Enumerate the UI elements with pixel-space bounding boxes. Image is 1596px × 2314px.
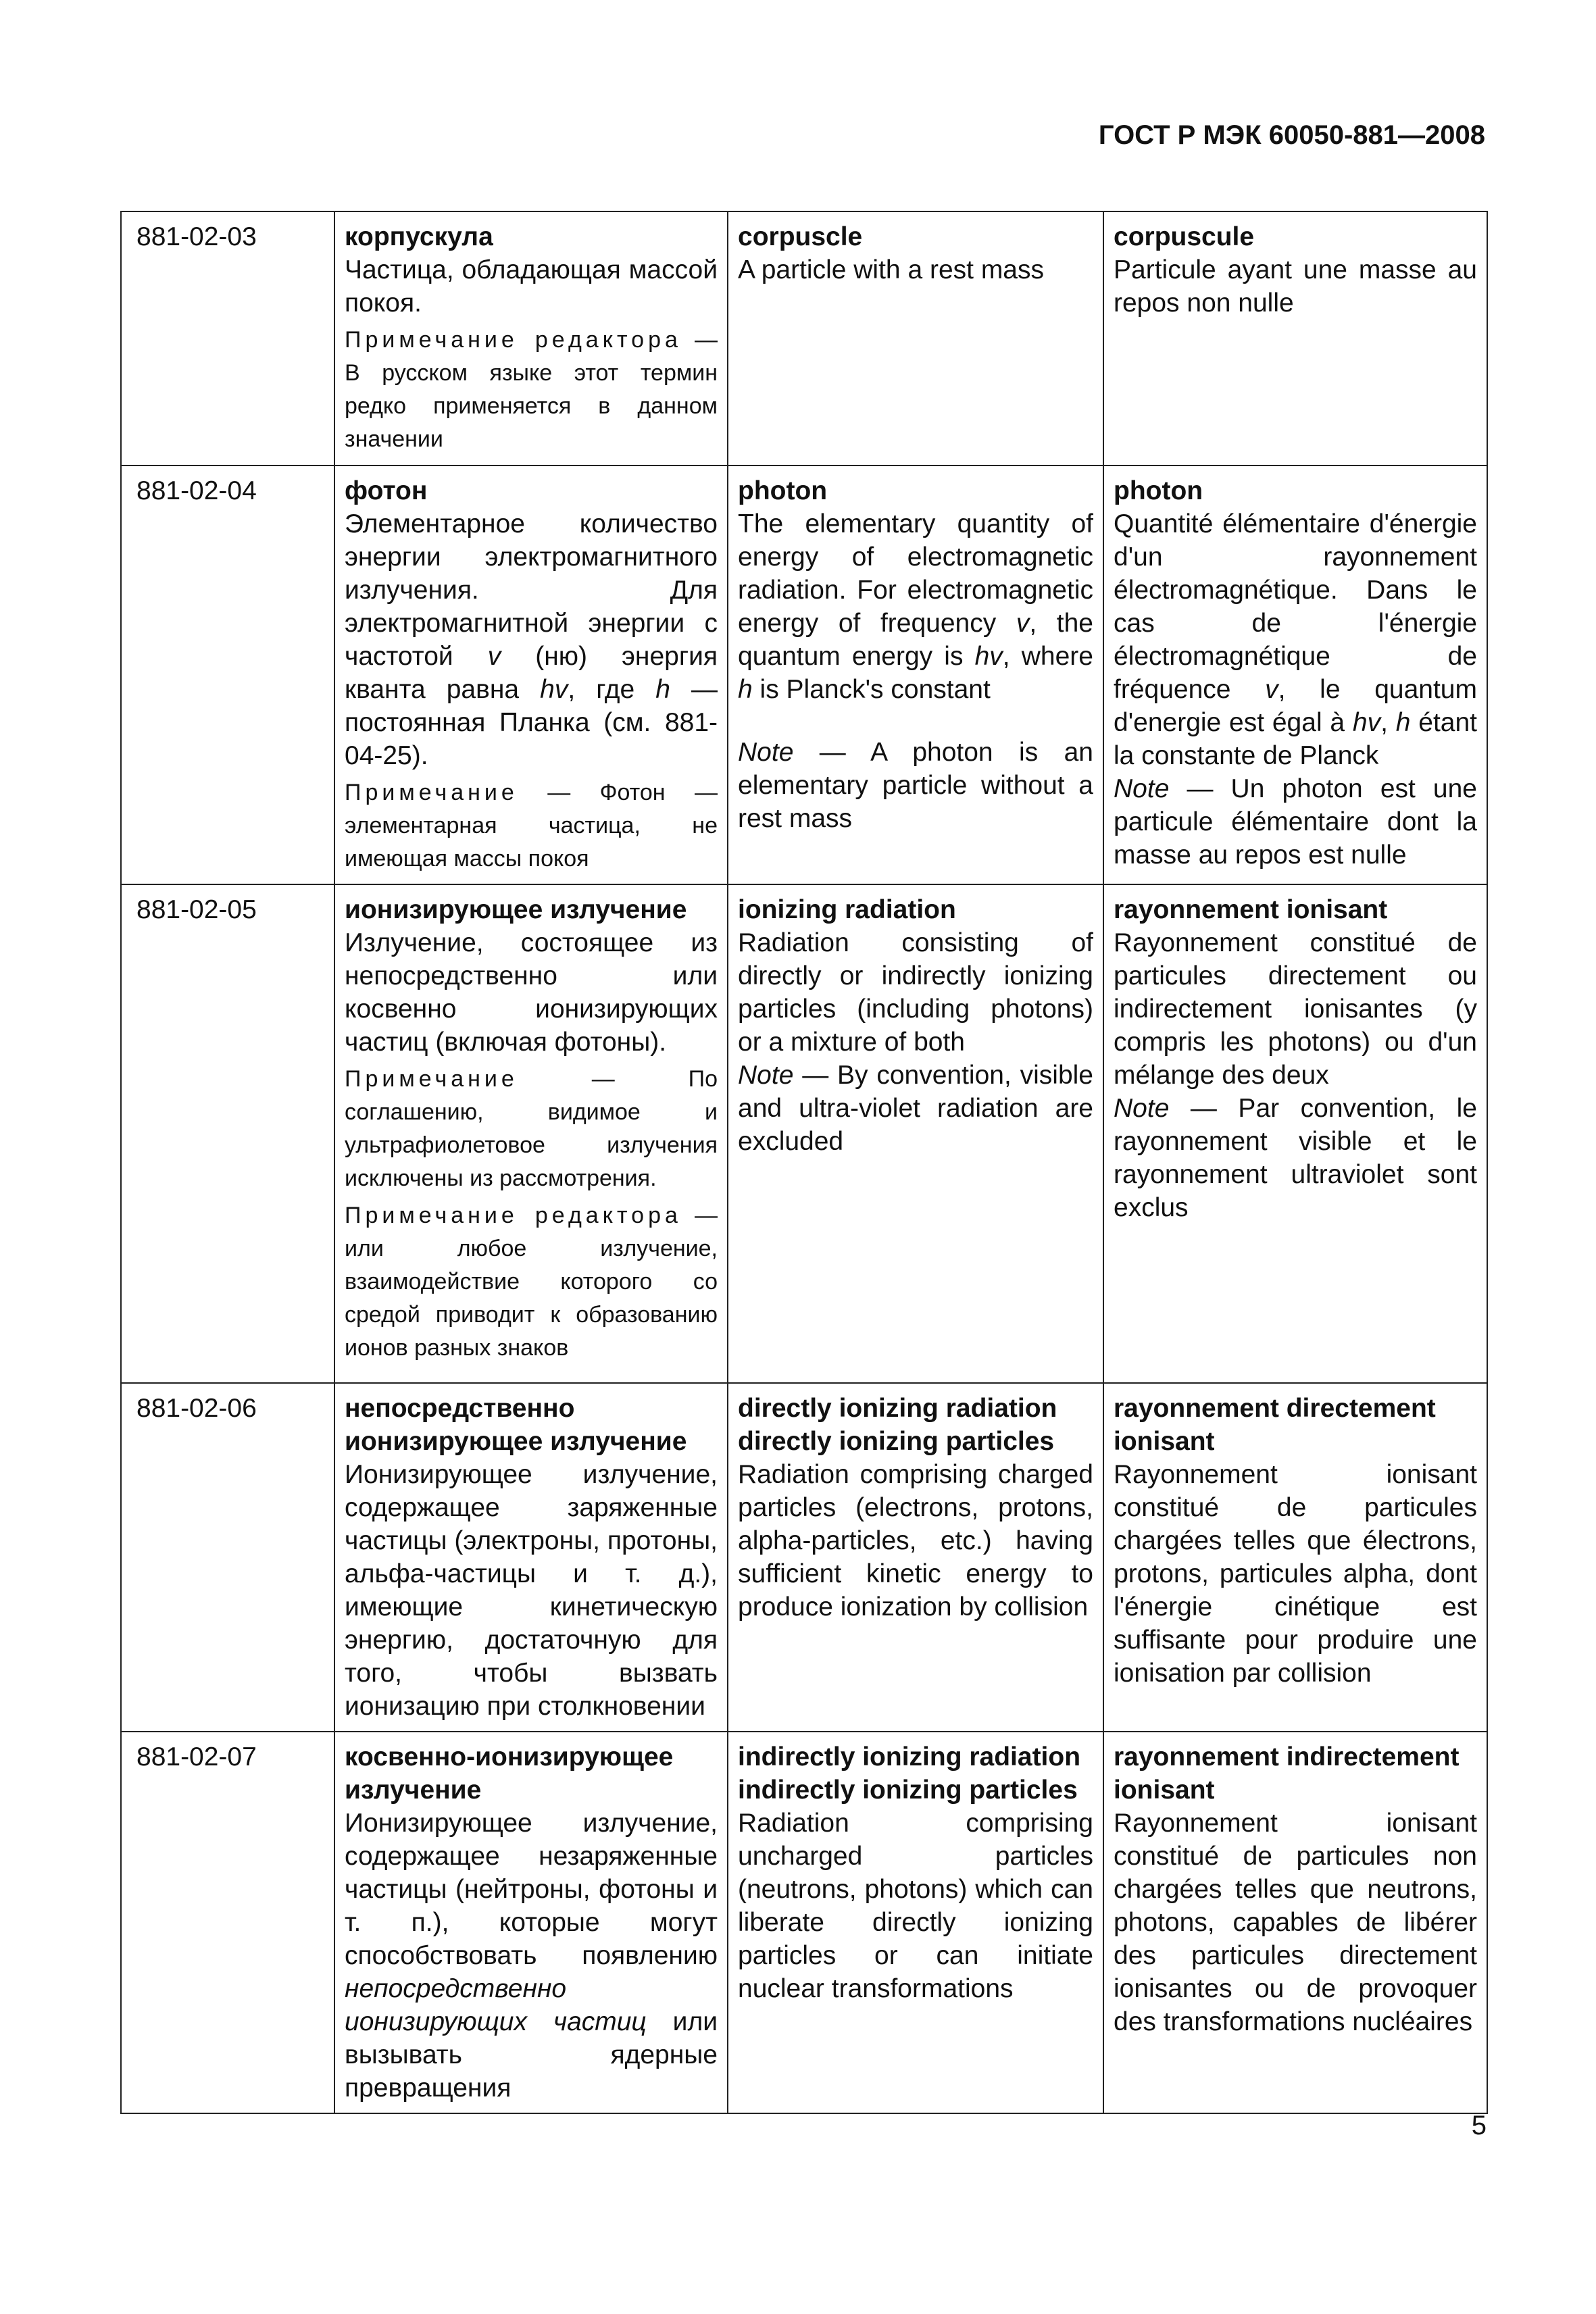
note-label: Примечание редактора <box>345 327 682 353</box>
fr-term: rayonnement indirectement ionisant <box>1114 1742 1460 1805</box>
term-number: 881-02-06 <box>121 1383 334 1732</box>
fr-definition: Rayonnement ionisant constitué de particules non chargées telles que neutrons, photons, capables de libérer des particules directement ionisantes ou de provoquer des transformations nucléaires <box>1114 1809 1477 2036</box>
fr-note: Note — Un photon est une particule élémentaire dont la masse au repos est nulle <box>1114 774 1477 870</box>
ru-definition: Частица, обладающая массой покоя. <box>345 255 718 318</box>
table-row <box>121 1383 1487 1732</box>
en-cell <box>728 1383 1103 1732</box>
ru-definition: Излучение, состоящее из непосредственно или косвенно ионизирующих частиц (включая фотоны). <box>345 928 718 1057</box>
en-definition: The elementary quantity of energy of electromagnetic radiation. For electromagnetic energy of frequency v, the quantum energy is hv, where h is Planck's constant <box>738 509 1093 704</box>
page-number: 5 <box>1471 2111 1487 2140</box>
en-cell <box>728 1732 1103 2113</box>
en-term: indirectly ionizing radiation <box>738 1742 1081 1771</box>
fr-cell <box>1103 1732 1487 2113</box>
ru-note <box>345 1199 718 1365</box>
en-note: Note — A photon is an elementary particle without a rest mass <box>738 738 1093 833</box>
ru-cell <box>334 884 728 1383</box>
en-term: directly ionizing radiation <box>738 1394 1057 1423</box>
fr-definition: Rayonnement constitué de particules directement ou indirectement ionisantes (y compris les photons) ou d'un mélange des deux <box>1114 928 1477 1090</box>
en-term: corpuscle <box>738 222 863 251</box>
term-number: 881-02-04 <box>121 466 334 884</box>
ru-definition: Ионизирующее излучение, содержащее заряженные частицы (электроны, протоны, альфа-частицы и т. д.), имеющие кинетическую энергию, достаточную для того, чтобы вызвать ионизацию при столкновении <box>345 1460 718 1721</box>
note-label: Примечание <box>345 1066 518 1092</box>
term-number: 881-02-07 <box>121 1732 334 2113</box>
ru-term: непосредственно ионизирующее излучение <box>345 1394 687 1456</box>
fr-definition: Rayonnement ionisant constitué de particules chargées telles que électrons, protons, particules alpha, dont l'énergie cinétique est suffisante pour produire une ionisation par collision <box>1114 1460 1477 1688</box>
fr-definition: Particule ayant une masse au repos non nulle <box>1114 255 1477 318</box>
table-row <box>121 884 1487 1383</box>
ru-definition: Ионизирующее излучение, содержащее незаряженные частицы (нейтроны, фотоны и т. п.), которые могут способствовать появлению непосредственно ионизирующих частиц или вызывать ядерные превращения <box>345 1809 718 2103</box>
ru-note <box>345 1063 718 1195</box>
en-note: Note — By convention, visible and ultra-violet radiation are excluded <box>738 1061 1093 1156</box>
fr-definition: Quantité élémentaire d'énergie d'un rayonnement électromagnétique. Dans le cas de l'énergie électromagnétique de fréquence v, le quantum d'energie est égal à hv, h étant la constante de Planck <box>1114 509 1477 770</box>
table-row <box>121 466 1487 884</box>
ru-term: ионизирующее излучение <box>345 895 687 924</box>
table-row <box>121 211 1487 466</box>
note-text: — Фотон — элементарная частица, не имеющая массы покоя <box>345 780 718 872</box>
en-term-synonym: indirectly ionizing particles <box>738 1776 1078 1805</box>
note-text: — или любое излучение, взаимодействие которого со средой приводит к образованию ионов разных знаков <box>345 1203 718 1361</box>
fr-note: Note — Par convention, le rayonnement visible et le rayonnement ultraviolet sont exclus <box>1114 1094 1477 1222</box>
fr-cell <box>1103 1383 1487 1732</box>
note-text: — В русском языке этот термин редко применяется в данном значении <box>345 327 718 452</box>
en-cell <box>728 211 1103 466</box>
note-label: Примечание редактора <box>345 1203 682 1228</box>
terms-table <box>120 211 1488 2114</box>
en-term-synonym: directly ionizing particles <box>738 1427 1055 1456</box>
fr-term: rayonnement directement ionisant <box>1114 1394 1436 1456</box>
ru-term: фотон <box>345 476 428 505</box>
ru-definition: Элементарное количество энергии электромагнитного излучения. Для электромагнитной энергии с частотой v (ню) энергия кванта равна hv, где h — постоянная Планка (см. 881-04-25). <box>345 509 718 770</box>
ru-note <box>345 324 718 456</box>
fr-cell <box>1103 466 1487 884</box>
table-row <box>121 1732 1487 2113</box>
en-cell <box>728 466 1103 884</box>
fr-term: photon <box>1114 476 1203 505</box>
en-definition: Radiation consisting of directly or indirectly ionizing particles (including photons) or a mixture of both <box>738 928 1093 1057</box>
en-cell <box>728 884 1103 1383</box>
ru-cell <box>334 1732 728 2113</box>
en-definition: Radiation comprising charged particles (electrons, protons, alpha-particles, etc.) having sufficient kinetic energy to produce ionization by collision <box>738 1460 1093 1621</box>
ru-cell <box>334 211 728 466</box>
ru-cell <box>334 1383 728 1732</box>
fr-term: corpuscule <box>1114 222 1255 251</box>
ru-cell <box>334 466 728 884</box>
ru-term: корпускула <box>345 222 493 251</box>
term-number: 881-02-03 <box>121 211 334 466</box>
term-number: 881-02-05 <box>121 884 334 1383</box>
ru-note <box>345 776 718 876</box>
fr-cell <box>1103 211 1487 466</box>
note-text: — По соглашению, видимое и ультрафиолетовое излучения исключены из рассмотрения. <box>345 1066 718 1191</box>
note-label: Примечание <box>345 780 518 805</box>
document-header: ГОСТ Р МЭК 60050-881—2008 <box>1098 120 1485 150</box>
en-definition: A particle with a rest mass <box>738 255 1044 284</box>
ru-term: косвенно-ионизирующее излучение <box>345 1742 674 1805</box>
en-term: photon <box>738 476 828 505</box>
en-term: ionizing radiation <box>738 895 956 924</box>
fr-term: rayonnement ionisant <box>1114 895 1388 924</box>
fr-cell <box>1103 884 1487 1383</box>
en-definition: Radiation comprising uncharged particles (neutrons, photons) which can liberate directly ionizing particles or can initiate nuclear transformations <box>738 1809 1093 2003</box>
